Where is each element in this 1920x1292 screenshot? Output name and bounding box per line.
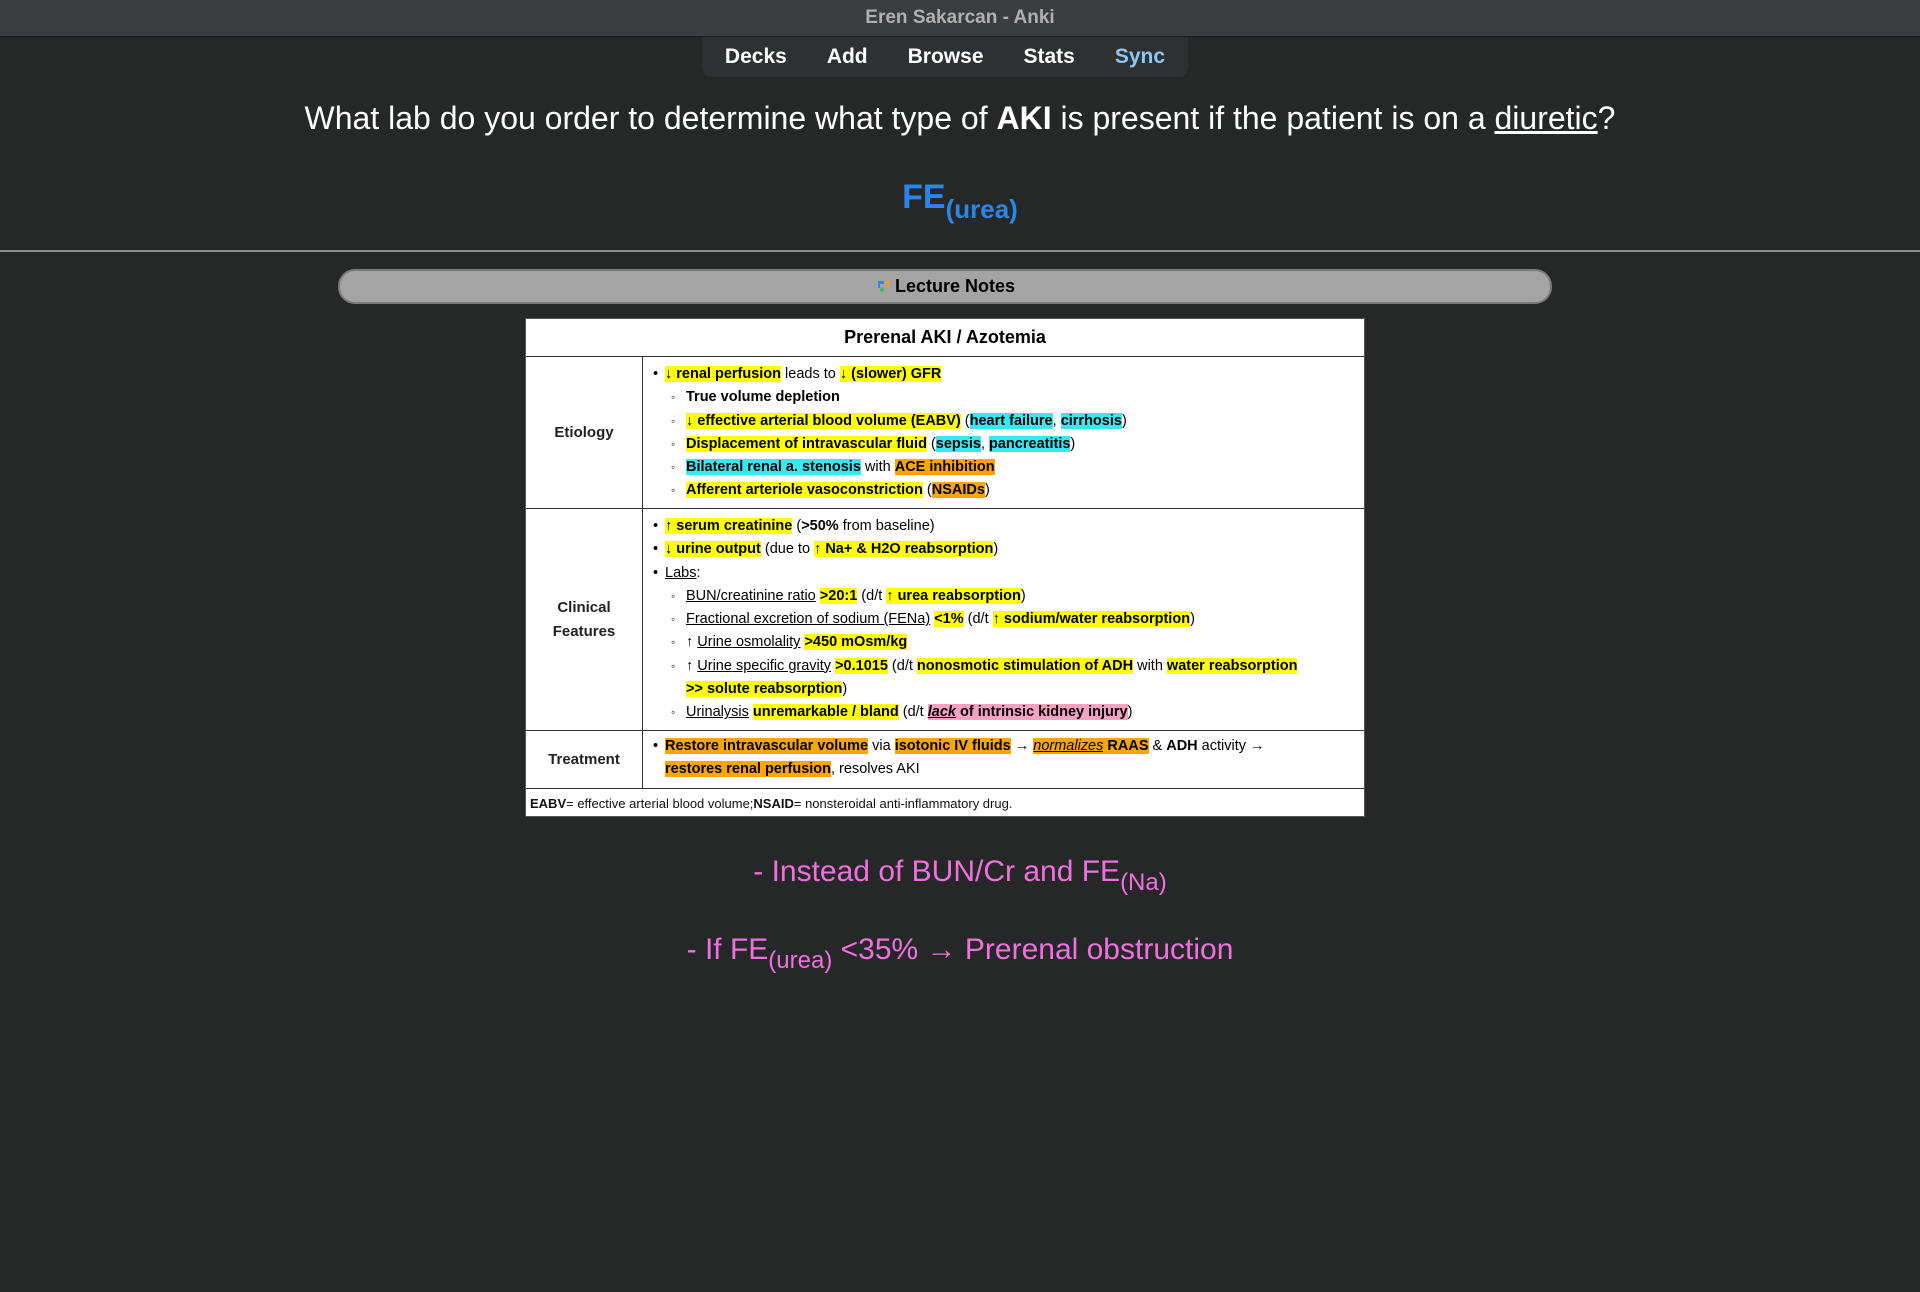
window-title: Eren Sakarcan - Anki [865, 7, 1055, 28]
list-item: ◦ ↓ effective arterial blood volume (EABV) (heart failure, cirrhosis) [651, 410, 1356, 433]
extra-note-2: - If $FE_{(urea)} <35\%$ → Prerenal obstruction [686, 933, 1234, 974]
stats-button[interactable]: Stats [1023, 45, 1075, 68]
lecture-notes-toggle[interactable] [338, 269, 1552, 304]
sync-button[interactable]: Sync [1114, 45, 1166, 68]
browse-button[interactable]: Browse [907, 45, 984, 68]
list-item: >> solute reabsorption) [686, 681, 848, 698]
list-item: ◦ Fractional excretion of sodium (FENa) <1% (d/t ↑ sodium/water reabsorption) [651, 608, 1356, 631]
question-text: ? [1597, 100, 1616, 136]
list-item: ◦ True volume depletion [651, 386, 1356, 409]
list-item: • Labs: [651, 562, 1356, 585]
list-item: ◦ Afferent arteriole vasoconstriction (NSAIDs) [651, 479, 1356, 502]
treatment-row [526, 731, 1364, 789]
answer-divider [0, 250, 1920, 252]
clinical-features-row [526, 509, 1364, 731]
notes-table-title: Prerenal AKI / Azotemia [526, 319, 1364, 357]
etiology-label: Etiology [526, 357, 643, 508]
add-button[interactable]: Add [826, 45, 868, 68]
treatment-label: Treatment [526, 731, 643, 788]
window-titlebar [0, 0, 1920, 37]
list-item: ◦ Urinalysis unremarkable / bland (d/t lack of intrinsic kidney injury) [651, 701, 1356, 724]
decks-button[interactable]: Decks [724, 45, 787, 68]
question-text: What lab do you order to determine what type of [304, 100, 997, 136]
lecture-notes-label: Lecture Notes [894, 276, 1016, 296]
list-item: • ↓ renal perfusion leads to ↓ (slower) GFR [651, 363, 1356, 386]
answer-main: FE [902, 178, 946, 216]
card-answer [0, 178, 1920, 225]
question-bold: AKI [996, 100, 1052, 136]
list-item: ◦ ↑ Urine specific gravity >0.1015 (d/t nonosmotic stimulation of ADH with water reabsorption [651, 655, 1356, 678]
question-text: is present if the patient is on a [1051, 100, 1495, 136]
list-item: ◦ Bilateral renal a. stenosis with ACE inhibition [651, 456, 1356, 479]
list-item: ◦ ↑ Urine osmolality >450 mOsm/kg [651, 631, 1356, 654]
list-item: • Restore intravascular volume via isotonic IV fluids → normalizes RAAS & ADH activity → restores renal perfusion, resolves AKI [651, 735, 1356, 782]
clinical-features-label: Clinical Features [526, 509, 643, 730]
list-item: • ↓ urine output (due to ↑ Na+ & H2O reabsorption) [651, 538, 1356, 561]
list-item: ◦ BUN/creatinine ratio >20:1 (d/t ↑ urea reabsorption) [651, 585, 1356, 608]
notes-table [525, 318, 1365, 817]
lecture-icon [875, 279, 891, 295]
etiology-content [643, 357, 1364, 508]
question-underline: diuretic [1494, 100, 1598, 136]
clinical-features-content [643, 509, 1364, 730]
answer-subscript: (urea) [945, 194, 1018, 224]
table-footnote: EABV = effective arterial blood volume; NSAID = nonsteroidal anti-inflammatory drug. [530, 795, 1013, 811]
list-item: ◦ Displacement of intravascular fluid (sepsis, pancreatitis) [651, 433, 1356, 456]
extra-note-1: - Instead of BUN/Cr and $FE_{(Na)}$ [753, 855, 1167, 896]
treatment-content [643, 731, 1364, 788]
card-question [0, 100, 1920, 137]
etiology-row [526, 357, 1364, 509]
list-item: • ↑ serum creatinine (>50% from baseline) [651, 515, 1356, 538]
main-toolbar [702, 37, 1188, 77]
